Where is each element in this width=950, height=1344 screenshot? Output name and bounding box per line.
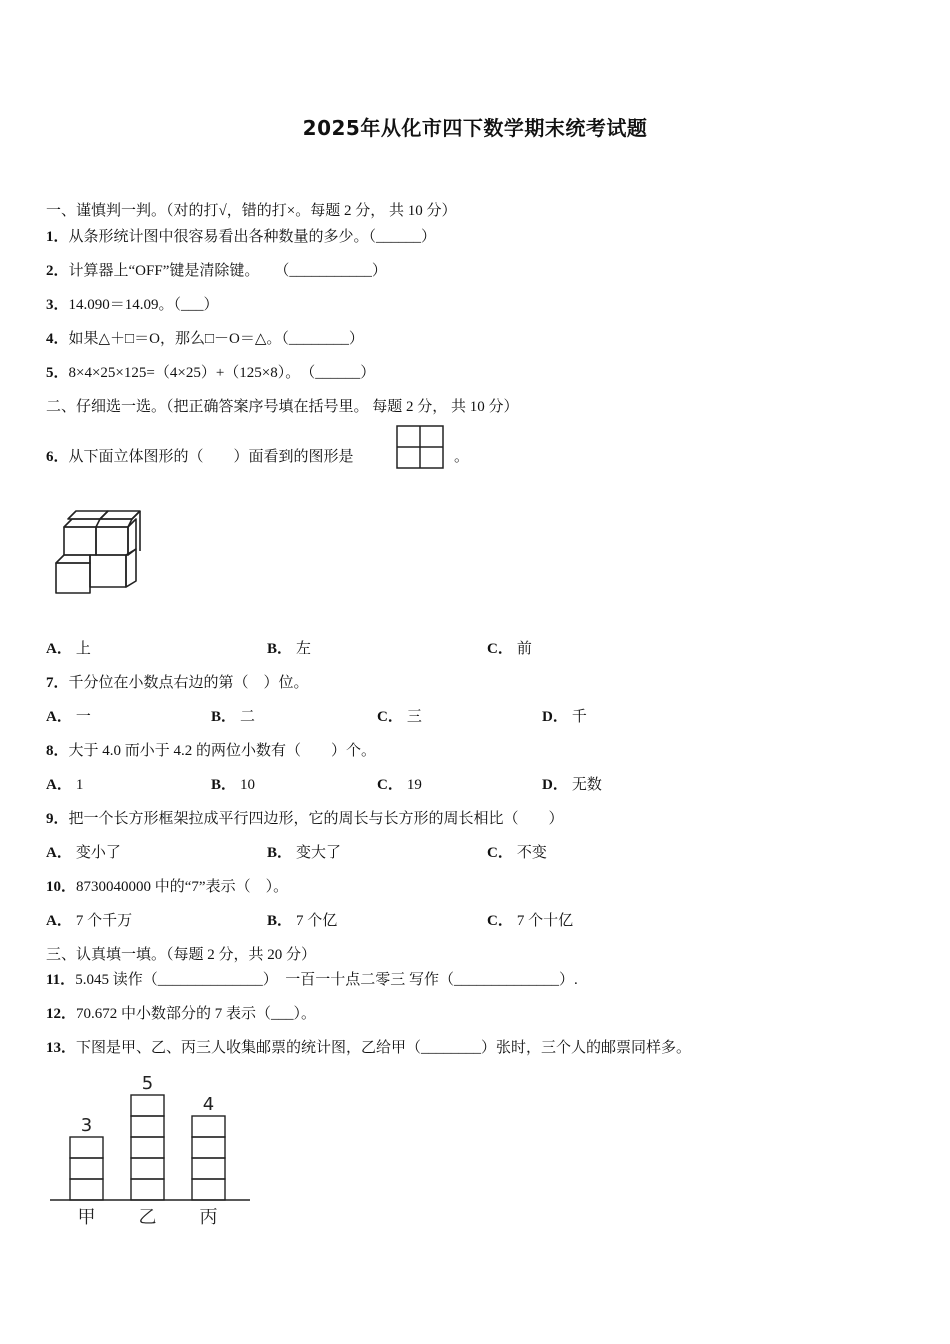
q2-number: 2． bbox=[46, 263, 69, 279]
option-label: A． bbox=[46, 709, 72, 725]
bar-cell-乙 bbox=[131, 1137, 164, 1158]
question-5 bbox=[46, 363, 375, 383]
q6-number: 6． bbox=[46, 449, 69, 465]
page-title: 2025年从化市四下数学期末统考试题 bbox=[302, 116, 648, 140]
bar-cell-乙 bbox=[131, 1179, 164, 1200]
option-text: 上 bbox=[75, 641, 91, 657]
q7-option-d[interactable] bbox=[542, 707, 587, 727]
bar-value-label: 4 bbox=[202, 1094, 215, 1115]
q8-option-d[interactable] bbox=[542, 775, 602, 795]
option-text: 二 bbox=[240, 709, 256, 725]
question-12 bbox=[46, 1004, 316, 1024]
option-text: 无数 bbox=[571, 777, 602, 793]
bar-cell-丙 bbox=[192, 1158, 225, 1179]
q9-number: 9． bbox=[46, 811, 69, 827]
question-3 bbox=[46, 295, 219, 315]
option-label: A． bbox=[46, 641, 72, 657]
q10-number: 10． bbox=[46, 879, 77, 895]
option-text: 左 bbox=[296, 641, 312, 657]
option-label: A． bbox=[46, 845, 72, 861]
question-7 bbox=[46, 673, 309, 693]
bar-cell-甲 bbox=[70, 1179, 103, 1200]
bar-cell-乙 bbox=[131, 1158, 164, 1179]
question-9 bbox=[46, 809, 564, 829]
option-label: B． bbox=[267, 845, 293, 861]
q4-number: 4． bbox=[46, 331, 69, 347]
category-label: 乙 bbox=[138, 1207, 157, 1228]
option-label: C． bbox=[487, 845, 513, 861]
question-13 bbox=[46, 1038, 691, 1058]
q12-number: 12． bbox=[46, 1006, 77, 1022]
q13-text: 下图是甲、乙、丙三人收集邮票的统计图，乙给甲（________）张时，三个人的邮票同样多。 bbox=[76, 1040, 692, 1056]
question-11 bbox=[46, 970, 578, 990]
option-label: B． bbox=[211, 709, 237, 725]
bar-cell-丙 bbox=[192, 1116, 225, 1137]
option-text: 一 bbox=[75, 709, 91, 725]
q5-number: 5． bbox=[46, 365, 69, 381]
q1-text: 从条形统计图中很容易看出各种数量的多少。（______） bbox=[68, 229, 437, 245]
option-label: D． bbox=[542, 777, 568, 793]
q7-option-b[interactable] bbox=[211, 707, 255, 727]
cube-stack-figure bbox=[50, 505, 146, 597]
bar-cell-乙 bbox=[131, 1116, 164, 1137]
bar-value-label: 5 bbox=[141, 1073, 154, 1094]
option-text: 变大了 bbox=[296, 845, 342, 861]
option-label: B． bbox=[211, 777, 237, 793]
category-label: 甲 bbox=[77, 1207, 96, 1228]
option-text: 变小了 bbox=[75, 845, 121, 861]
q11-number: 11． bbox=[46, 972, 76, 988]
option-text: 千 bbox=[571, 709, 587, 725]
q6-text: 从下面立体图形的（ ）面看到的图形是 bbox=[68, 449, 354, 465]
option-text: 不变 bbox=[516, 845, 547, 861]
option-label: A． bbox=[46, 777, 72, 793]
section1-heading: 一、谨慎判一判。（对的打√，错的打×。每题 2 分， 共 10 分） bbox=[46, 203, 457, 219]
square-grid-figure bbox=[396, 425, 444, 469]
question-4 bbox=[46, 329, 364, 349]
bar-value-label: 3 bbox=[80, 1115, 93, 1136]
q11-text: 5.045 读作（______________） 一百一十点二零三 写作（______________）. bbox=[75, 972, 578, 988]
question-2 bbox=[46, 261, 387, 281]
q10-option-b[interactable] bbox=[267, 911, 337, 931]
option-text: 19 bbox=[406, 777, 422, 793]
option-label: B． bbox=[267, 641, 293, 657]
q13-number: 13． bbox=[46, 1040, 77, 1056]
q7-text: 千分位在小数点右边的第（ ）位。 bbox=[68, 675, 309, 691]
q12-text: 70.672 中小数部分的 7 表示（___）。 bbox=[76, 1006, 317, 1022]
question-6 bbox=[46, 447, 354, 467]
option-label: C． bbox=[377, 777, 403, 793]
bar-cell-甲 bbox=[70, 1158, 103, 1179]
option-text: 三 bbox=[406, 709, 422, 725]
option-label: B． bbox=[267, 913, 293, 929]
bar-cell-甲 bbox=[70, 1137, 103, 1158]
q9-option-c[interactable] bbox=[487, 843, 547, 863]
bar-cell-丙 bbox=[192, 1179, 225, 1200]
section2-heading: 二、仔细选一选。（把正确答案序号填在括号里。 每题 2 分， 共 10 分） bbox=[46, 399, 519, 415]
q7-option-c[interactable] bbox=[377, 707, 422, 727]
q1-number: 1． bbox=[46, 229, 69, 245]
q7-option-a[interactable] bbox=[46, 707, 91, 727]
option-label: A． bbox=[46, 913, 72, 929]
option-text: 前 bbox=[516, 641, 532, 657]
q8-number: 8． bbox=[46, 743, 69, 759]
q4-text: 如果△＋□＝O，那么□－O＝△。（________） bbox=[68, 331, 364, 347]
q3-number: 3． bbox=[46, 297, 69, 313]
option-label: C． bbox=[487, 641, 513, 657]
option-text: 7 个千万 bbox=[75, 913, 133, 929]
q10-option-a[interactable] bbox=[46, 911, 132, 931]
question-1 bbox=[46, 227, 436, 247]
q5-text: 8×4×25×125=（4×25）+（125×8）。 （______） bbox=[68, 365, 376, 381]
q9-option-b[interactable] bbox=[267, 843, 341, 863]
q9-option-a[interactable] bbox=[46, 843, 121, 863]
q8-option-a[interactable] bbox=[46, 775, 83, 795]
question-8 bbox=[46, 741, 376, 761]
q6-option-a[interactable] bbox=[46, 639, 91, 659]
q9-text: 把一个长方形框架拉成平行四边形，它的周长与长方形的周长相比（ ） bbox=[68, 811, 564, 827]
option-text: 7 个亿 bbox=[296, 913, 338, 929]
option-text: 1 bbox=[75, 777, 84, 793]
q6-option-c[interactable] bbox=[487, 639, 532, 659]
q8-option-b[interactable] bbox=[211, 775, 255, 795]
bar-cell-乙 bbox=[131, 1095, 164, 1116]
q6-text-end: 。 bbox=[454, 449, 470, 465]
q8-text: 大于 4.0 而小于 4.2 的两位小数有（ ）个。 bbox=[68, 743, 377, 759]
q2-text: 计算器上“OFF”键是清除键。 （___________） bbox=[68, 263, 387, 279]
q6-option-b[interactable] bbox=[267, 639, 311, 659]
q7-number: 7． bbox=[46, 675, 69, 691]
category-label: 丙 bbox=[199, 1207, 218, 1228]
q8-option-c[interactable] bbox=[377, 775, 422, 795]
question-10 bbox=[46, 877, 288, 897]
stamp-bar-chart bbox=[40, 1062, 270, 1234]
option-label: D． bbox=[542, 709, 568, 725]
option-text: 7 个十亿 bbox=[516, 913, 574, 929]
q10-option-c[interactable] bbox=[487, 911, 573, 931]
option-label: C． bbox=[377, 709, 403, 725]
q3-text: 14.090＝14.09。（___） bbox=[68, 297, 219, 313]
bar-cell-丙 bbox=[192, 1137, 225, 1158]
option-label: C． bbox=[487, 913, 513, 929]
q10-text: 8730040000 中的“7”表示（ ）。 bbox=[76, 879, 289, 895]
section3-heading: 三、认真填一填。（每题 2 分，共 20 分） bbox=[46, 947, 317, 963]
option-text: 10 bbox=[240, 777, 256, 793]
